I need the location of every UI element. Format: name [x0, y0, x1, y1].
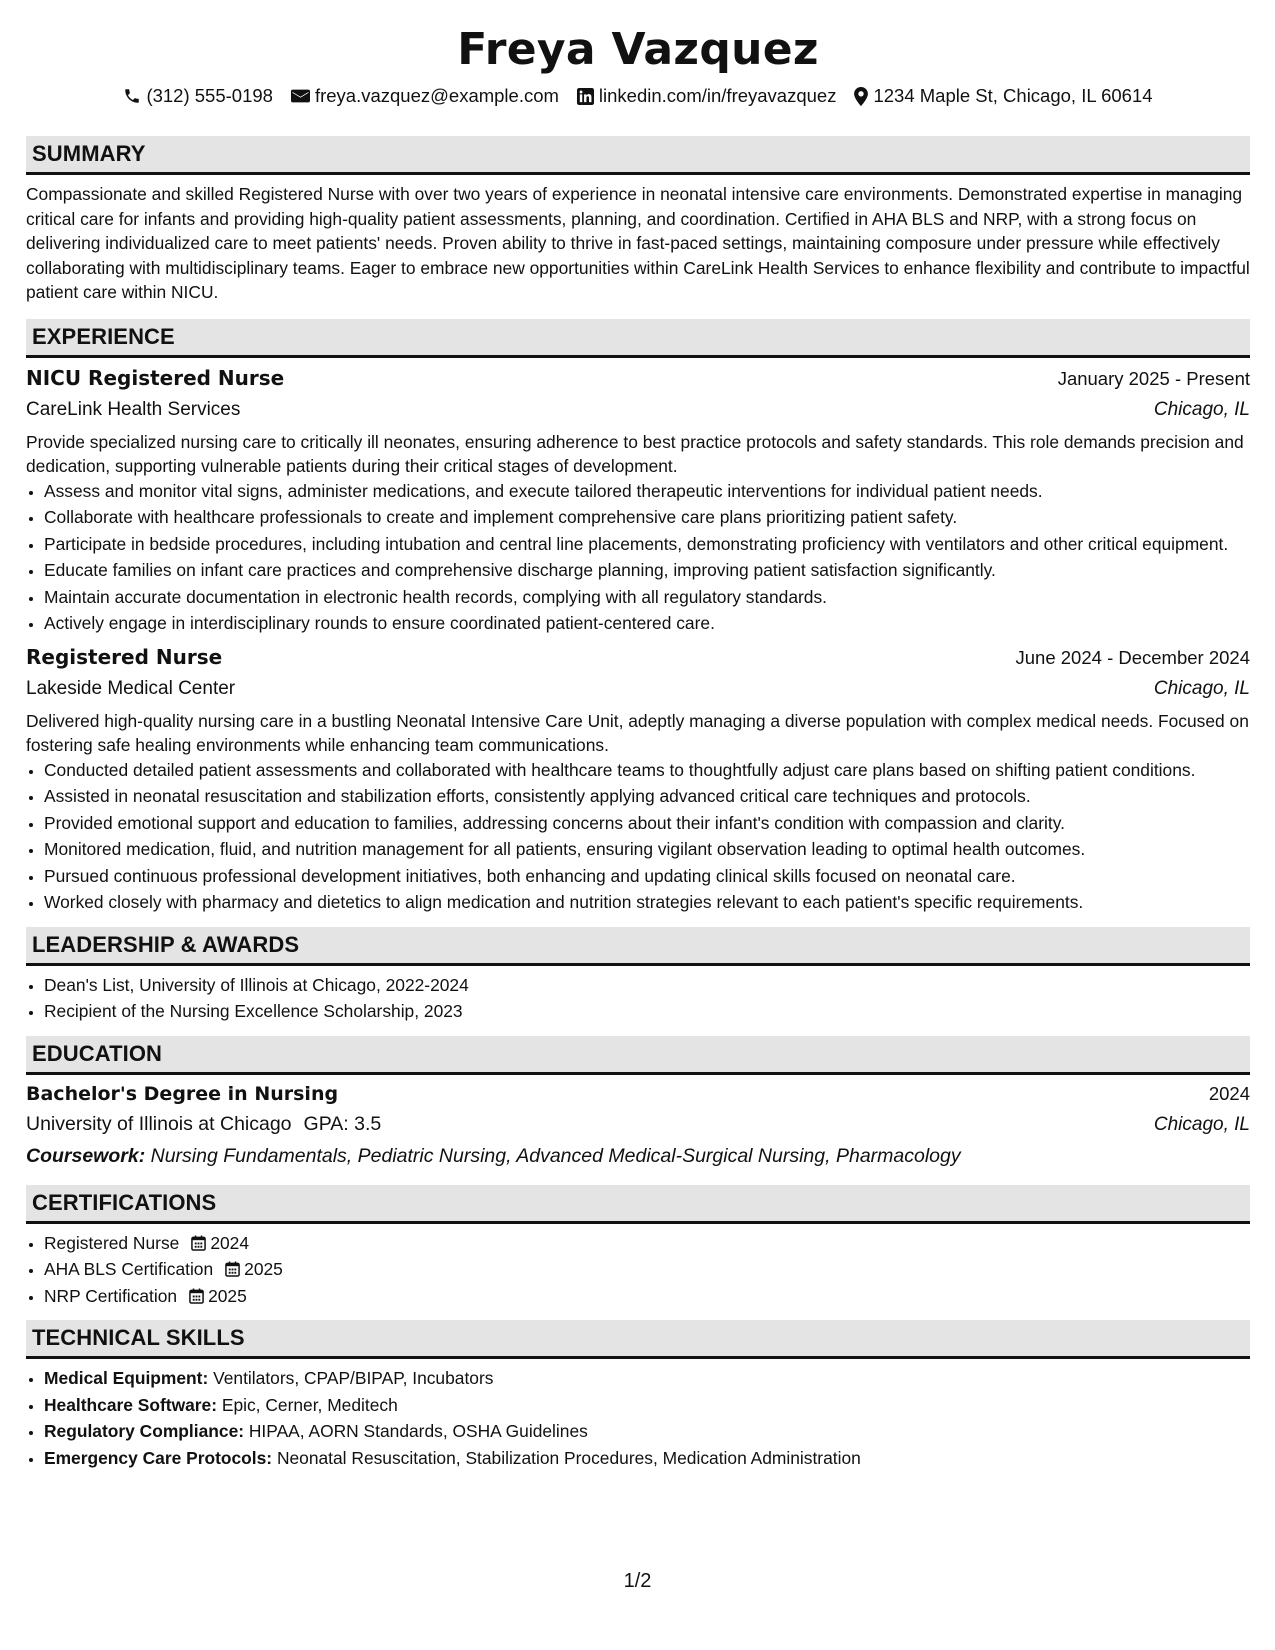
contact-phone[interactable] [123, 84, 273, 108]
certifications-section [26, 1185, 1250, 1309]
bullet-item: • Assess and monitor vital signs, administer medications, and execute tailored therapeutic interventions for individual patient needs. [44, 479, 1250, 504]
bullet-item: • Assisted in neonatal resuscitation and stabilization efforts, consistently applying advanced critical care techniques and protocols. [44, 784, 1250, 809]
cert-year: 2025 [244, 1259, 283, 1279]
bullet-item: • Actively engage in interdisciplinary rounds to ensure coordinated patient-centered care. [44, 611, 1250, 636]
skill-item [44, 1419, 1250, 1444]
certifications-heading: CERTIFICATIONS [26, 1185, 1250, 1224]
award-item: • Recipient of the Nursing Excellence Scholarship, 2023 [44, 999, 1250, 1024]
skill-item [44, 1393, 1250, 1418]
envelope-icon [291, 88, 310, 104]
job-bullets [26, 758, 1250, 915]
graduation-year: 2024 [1208, 1082, 1250, 1104]
skill-item [44, 1366, 1250, 1391]
job-company: Lakeside Medical Center [26, 677, 236, 699]
awards-section [26, 927, 1250, 1024]
bullet-item: • Collaborate with healthcare professionals to create and implement comprehensive care plans prioritizing patient safety. [44, 505, 1250, 530]
skill-value: HIPAA, AORN Standards, OSHA Guidelines [248, 1421, 588, 1441]
awards-list [26, 973, 1250, 1024]
contact-linkedin[interactable] [577, 84, 837, 108]
skill-label: Emergency Care Protocols: [44, 1447, 273, 1468]
skill-label: Regulatory Compliance: [44, 1421, 245, 1441]
bullet-item: • Participate in bedside procedures, including intubation and central line placements, demonstrating proficiency with ventilators and other critical equipment. [44, 532, 1250, 557]
coursework-label: Coursework: [26, 1144, 146, 1167]
contact-address [854, 84, 1152, 108]
email-text: freya.vazquez@example.com [314, 85, 559, 106]
cert-year: 2025 [208, 1285, 247, 1306]
school-name: University of Illinois at Chicago [26, 1112, 292, 1135]
coursework-line [26, 1141, 1250, 1171]
skill-value: Neonatal Resuscitation, Stabilization Procedures, Medication Administration [276, 1447, 861, 1468]
job-dates: June 2024 - December 2024 [1015, 646, 1250, 668]
linkedin-text: linkedin.com/in/freyavazquez [598, 85, 837, 106]
page-number: 1/2 [623, 1570, 652, 1592]
cert-name: • Registered Nurse [44, 1232, 180, 1253]
degree-title: Bachelor's Degree in Nursing [26, 1082, 339, 1105]
education-section [26, 1036, 1250, 1171]
education-heading: EDUCATION [26, 1036, 1250, 1075]
award-item: • Dean's List, University of Illinois at Chicago, 2022-2024 [44, 973, 1250, 998]
map-pin-icon [854, 87, 868, 106]
job-description: Provide specialized nursing care to critically ill neonates, ensuring adherence to best practice protocols and safety standards. This role demands precision and dedication, supporting vulnerable patients during their critical stages of development. [26, 431, 1244, 476]
awards-heading: LEADERSHIP & AWARDS [26, 927, 1250, 966]
school-line [26, 1109, 381, 1139]
cert-item [44, 1284, 1250, 1309]
candidate-name: Freya Vazquez [457, 24, 819, 75]
skills-heading: TECHNICAL SKILLS [26, 1320, 1250, 1359]
skill-value: Epic, Cerner, Meditech [221, 1394, 398, 1415]
job-bullets [26, 479, 1250, 636]
gpa: GPA: 3.5 [303, 1112, 382, 1135]
job-location: Chicago, IL [1153, 677, 1250, 699]
skill-value: Ventilators, CPAP/BIPAP, Incubators [213, 1368, 494, 1388]
skill-label: Healthcare Software: [44, 1394, 217, 1415]
cert-name: • AHA BLS Certification [44, 1259, 214, 1279]
bullet-item: • Provided emotional support and education to families, addressing concerns about their infant's condition with compassion and clarity. [44, 811, 1250, 836]
bullet-item: • Monitored medication, fluid, and nutrition management for all patients, ensuring vigilant observation leading to optimal health outcomes. [44, 837, 1250, 862]
contact-bar [26, 84, 1250, 108]
job-company: CareLink Health Services [26, 398, 241, 420]
school-location: Chicago, IL [1153, 1113, 1250, 1135]
job-dates: January 2025 - Present [1057, 367, 1250, 389]
calendar-icon [225, 1261, 240, 1277]
coursework-list: Nursing Fundamentals, Pediatric Nursing, Advanced Medical-Surgical Nursing, Pharmacology [150, 1144, 961, 1167]
job-entry [26, 363, 1250, 636]
summary-heading: SUMMARY [26, 136, 1250, 175]
experience-heading: EXPERIENCE [26, 319, 1250, 358]
job-title: NICU Registered Nurse [26, 365, 285, 390]
skills-list [26, 1366, 1250, 1470]
skill-item [44, 1446, 1250, 1471]
cert-item [44, 1257, 1250, 1282]
linkedin-icon [577, 88, 594, 105]
skill-label: Medical Equipment: [44, 1368, 209, 1388]
cert-year: 2024 [210, 1232, 250, 1253]
job-title: Registered Nurse [26, 644, 223, 669]
bullet-item: • Educate families on infant care practices and comprehensive discharge planning, improving patient satisfaction significantly. [44, 558, 1250, 583]
phone-icon [123, 87, 141, 105]
contact-email[interactable] [291, 84, 559, 108]
bullet-item: • Conducted detailed patient assessments and collaborated with healthcare teams to thoughtfully adjust care plans based on shifting patient conditions. [44, 758, 1250, 783]
resume-page [26, 0, 1250, 1472]
calendar-icon [191, 1235, 206, 1251]
bullet-item: • Pursued continuous professional development initiatives, both enhancing and updating clinical skills focused on neonatal care. [44, 864, 1250, 889]
calendar-icon [189, 1288, 204, 1304]
summary-text: Compassionate and skilled Registered Nurse with over two years of experience in neonatal intensive care environments. Demonstrated expertise in managing critical care for infants and providing high-quality patient assessments, planning, and coordination. Certified in AHA BLS and NRP, with a strong focus on delivering individualized care to meet patients' needs. Proven ability to thrive in fast-paced settings, maintaining composure under pressure while effectively collaborating with multidisciplinary teams. Eager to embrace new opportunities within CareLink Health Services to enhance flexibility and contribute to impactful patient care within NICU. [26, 184, 1250, 302]
skills-section [26, 1320, 1250, 1470]
cert-name: • NRP Certification [44, 1285, 178, 1306]
certifications-list [26, 1231, 1250, 1309]
phone-text: (312) 555-0198 [146, 85, 273, 106]
experience-section [26, 319, 1250, 915]
job-description: Delivered high-quality nursing care in a bustling Neonatal Intensive Care Unit, adeptly managing a diverse population with complex medical needs. Focused on fostering safe healing environments while enhancing team communications. [26, 710, 1249, 755]
bullet-item: • Worked closely with pharmacy and dietetics to align medication and nutrition strategies relevant to each patient's specific requirements. [44, 890, 1250, 915]
cert-item [44, 1231, 1250, 1256]
summary-section [26, 136, 1250, 305]
job-location: Chicago, IL [1153, 398, 1250, 420]
bullet-item: • Maintain accurate documentation in electronic health records, complying with all regulatory standards. [44, 585, 1250, 610]
address-text: 1234 Maple St, Chicago, IL 60614 [873, 85, 1153, 106]
job-entry [26, 642, 1250, 915]
